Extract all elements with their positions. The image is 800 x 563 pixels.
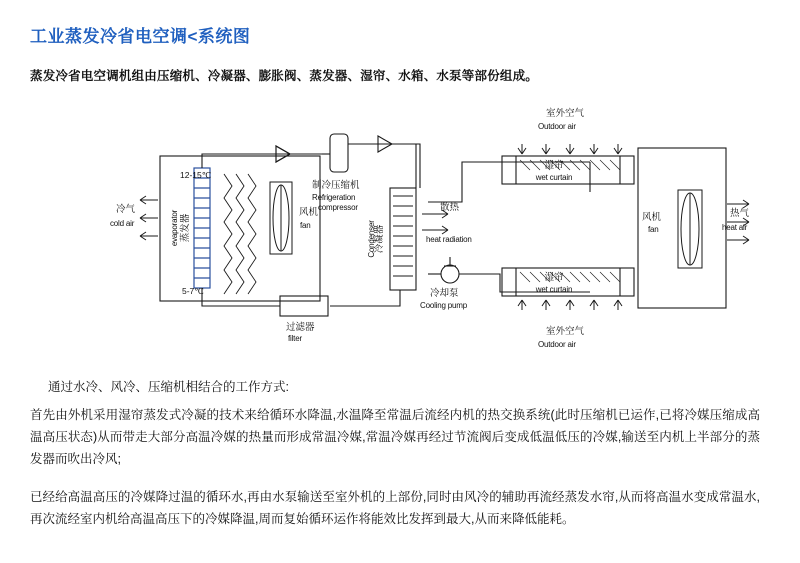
cooling-pump-label-cn: 冷却泵 — [430, 288, 459, 299]
compressor-label-en: Refrigeration — [312, 193, 356, 202]
page-subtitle: 蒸发冷省电空调机组由压缩机、冷凝器、膨胀阀、蒸发器、湿帘、水箱、水泵等部份组成。 — [30, 69, 539, 83]
heat-radiation-arrows — [422, 210, 448, 234]
hot-air-label-cn: 热气 — [730, 208, 750, 219]
compressor-label-en2: compressor — [318, 203, 358, 212]
heat-radiation-label-cn: 散热 — [440, 202, 460, 213]
outdoor-air-top-label-cn: 室外空气 — [546, 108, 585, 119]
body-paragraph-3: 已经给高温高压的冷媒降过温的循环水,再由水泵输送至室外机的上部份,同时由风冷的辅助再流经蒸发水帘,从而将高温水变成常温水,再次流经室内机给高温高压下的冷媒降温,周而复始循环运作将能效比发挥到最大,从而来降低能耗。 — [30, 490, 760, 526]
cold-air-arrows — [140, 196, 158, 240]
fan-left-label-en: fan — [300, 221, 311, 230]
compressor-label-cn: 制冷压缩机 — [312, 180, 360, 191]
hot-air-arrows — [727, 200, 749, 244]
outdoor-air-bottom-label-cn: 室外空气 — [546, 326, 585, 337]
filter-label-en: filter — [288, 334, 302, 343]
cold-air-label-en: cold air — [110, 219, 135, 228]
cooling-pump-label-en: Cooling pump — [420, 301, 467, 310]
system-diagram — [30, 96, 770, 366]
refrigerant-piping — [202, 134, 420, 316]
indoor-fan-icon — [270, 182, 292, 254]
outdoor-air-top-arrows — [518, 144, 622, 154]
outdoor-air-bottom-label-en: Outdoor air — [538, 340, 576, 349]
heat-radiation-label-en: heat radiation — [426, 235, 472, 244]
fan-right-label-en: fan — [648, 225, 659, 234]
condenser-label-en: Condenser — [367, 220, 376, 258]
body-paragraph-2: 首先由外机采用湿帘蒸发式冷凝的技术来给循环水降温,水温降至常温后流经内机的热交换系统(此时压缩机已运作,已将冷媒压缩成高温高压状态)从而带走大部分高温冷媒的热量而形成常温冷媒,常温冷媒再经过节流阀后变成低温低压的冷媒,输送至内机上半部分的蒸发器而吹出冷风; — [30, 408, 760, 466]
evaporator-coil — [194, 168, 210, 288]
evaporator-label-cn: 蒸发器 — [180, 213, 191, 243]
wet-curtain-bottom-label-en: wet curtain — [535, 285, 573, 294]
fan-left-label-cn-v: 风机 — [299, 207, 319, 218]
evaporator-label-en: evaporator — [170, 209, 179, 247]
temp-low-label: 5-7℃ — [182, 286, 204, 296]
cold-air-label-cn: 冷气 — [116, 204, 136, 215]
condenser-label-cn: 冷凝器 — [374, 224, 385, 254]
wet-curtain-top-label-en: wet curtain — [535, 173, 573, 182]
fan-right-label-cn: 风机 — [642, 212, 662, 223]
wet-curtain-bottom-label-cn: 湿帘 — [544, 272, 564, 283]
body-paragraph-1: 通过水冷、风冷、压缩机相结合的工作方式: — [48, 380, 289, 394]
page-title: 工业蒸发冷省电空调<系统图 — [30, 27, 251, 46]
temp-high-label: 12-15℃ — [180, 170, 212, 180]
air-flow-fins — [224, 174, 256, 294]
outdoor-air-top-label-en: Outdoor air — [538, 122, 576, 131]
filter-label-cn: 过滤器 — [286, 322, 315, 333]
outdoor-fan-icon — [678, 190, 702, 268]
wet-curtain-top-label-cn: 湿帘 — [544, 160, 564, 171]
outdoor-air-bottom-arrows — [518, 300, 622, 310]
hot-air-label-en: heat air — [722, 223, 748, 232]
